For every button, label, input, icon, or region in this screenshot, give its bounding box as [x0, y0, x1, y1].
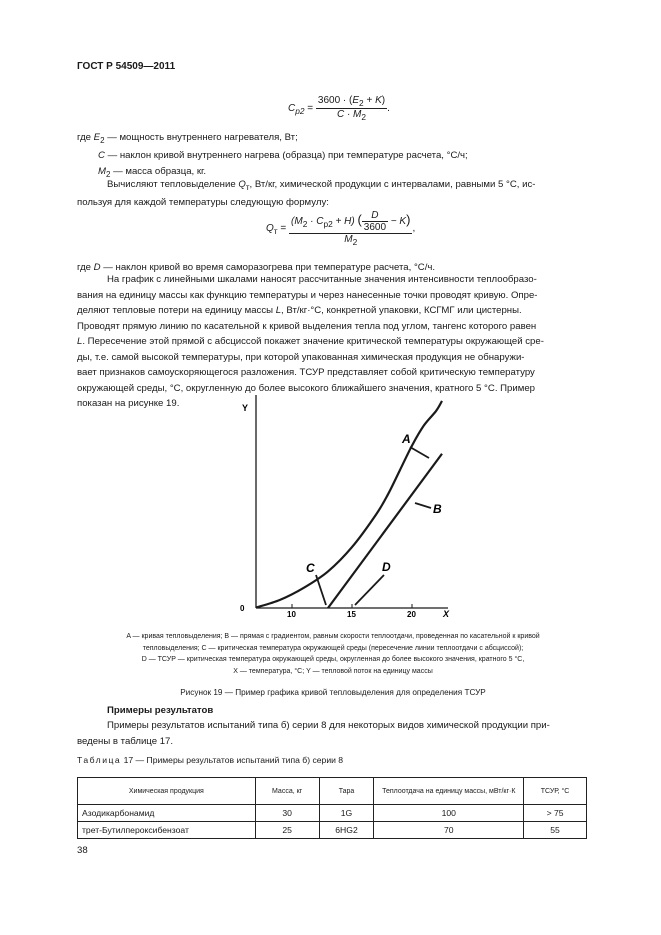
- origin-label: 0: [240, 604, 245, 613]
- formula-qt: $Q_т$ = $(M_2 \cdot C_{p2} + H)$ ( $\frac{D}{3600}$ − K) $M_2$ ,: [266, 210, 416, 247]
- header-sadt: ТСУР, °С: [524, 778, 587, 805]
- document-header: ГОСТ Р 54509—2011: [77, 61, 176, 72]
- formula-definitions: где $E_2$ — мощность внутреннего нагревателя, Вт; C — наклон кривой внутреннего нагрева (образца) при температуре расчета, °С/ч; $M_2$ — масса образца, кг.: [77, 132, 468, 179]
- paragraph-heat-release: Вычисляют тепловыделение $Q_т$, Вт/кг, химической продукции с интервалами, равными 5 °С, ис- пользуя для каждой температуры следующую формулу:: [77, 179, 536, 209]
- results-table: [77, 777, 587, 839]
- leader-line-a: [410, 447, 429, 458]
- series-label-b: B: [433, 502, 442, 516]
- series-label-c: C: [306, 561, 315, 575]
- results-heading: Примеры результатов: [107, 705, 214, 716]
- header-mass: Масса, кг: [255, 778, 319, 805]
- heat-release-chart: [230, 395, 470, 630]
- figure-caption: Рисунок 19 — Пример графика кривой тепловыделения для определения ТСУР: [180, 688, 486, 697]
- x-tick-label-15: 15: [347, 610, 356, 619]
- header-packaging: Тара: [319, 778, 374, 805]
- page-number: 38: [77, 845, 88, 856]
- figure-legend: A — кривая тепловыделения; B — прямая с градиентом, равным скорости теплоотдачи, проведенная по касательной к кривой тепловыделения; C — критическая температура окружающей среды (пересечение линии теплоотдачи с абсциссой); D — ТСУР — критическая температура окружающей среды, округленная до более высокого значения, кратного 5 °С, X — температура, °С; Y — тепловой поток на единицу массы: [126, 633, 540, 675]
- definition-d: где D — наклон кривой во время саморазогрева при температуре расчета, °С/ч.: [77, 262, 436, 273]
- paragraph-graph-method: На график с линейными шкалами наносят рассчитанные значения интенсивности теплообразо- вания на единицу массы как функцию температуры и через нанесенные точки проводят кривую. Опре- деляют тепловые потери на единицу массы L, Вт/кг·°С, конкретной упаковки, КСГМГ или цистерны. Проводят прямую линию по касательной к кривой выделения тепла под углом, тангенс которого равен L. Пересечение этой прямой с абсциссой покажет значение критической температуры окружающей сре- ды, т.е. самой высокой температуры, при которой упакованная химическая продукция не обнаружи- вает признаков самоускоряющегося разложения. ТСУР представляет собой критическую температуру окружающей среды, °С, округленную до более высокого ближайшего значения, кратного 5 °С. Пример показан на рисунке 19.: [77, 274, 544, 409]
- line-b-tangent: [328, 454, 442, 608]
- formula-cp2-fraction: $\frac{3600 \cdot (E_2 + K)}{C \cdot M_2}$: [317, 95, 386, 122]
- leader-line-d: [355, 575, 384, 605]
- header-heat-loss: Теплоотдача на единицу массы, мВт/кг·К: [374, 778, 524, 805]
- header-product: Химическая продукция: [78, 778, 256, 805]
- table-title: Таблица 17 — Примеры результатов испытаний типа б) серии 8: [77, 755, 344, 765]
- table-header-row: [78, 778, 587, 805]
- x-tick-label-10: 10: [287, 610, 296, 619]
- y-axis-label: Y: [242, 403, 249, 413]
- curve-a-heat-release: [256, 401, 442, 608]
- series-label-a: A: [402, 432, 411, 446]
- formula-cp2: $C_{p2}$ = $\frac{3600 \cdot (E_2 + K)}{C \cdot M_2}$ .: [288, 95, 390, 122]
- leader-line-b: [415, 503, 431, 508]
- x-axis-label: X: [443, 609, 450, 619]
- series-label-d: D: [382, 560, 391, 574]
- leader-line-c: [316, 575, 326, 605]
- table-row: Азодикарбонамид 30 1G 100 > 75: [78, 805, 587, 822]
- x-tick-label-20: 20: [407, 610, 416, 619]
- results-paragraph: Примеры результатов испытаний типа б) серии 8 для некоторых видов химической продукции при- ведены в таблице 17.: [77, 720, 550, 747]
- table-row: трет-Бутилпероксибензоат 25 6HG2 70 55: [78, 822, 587, 839]
